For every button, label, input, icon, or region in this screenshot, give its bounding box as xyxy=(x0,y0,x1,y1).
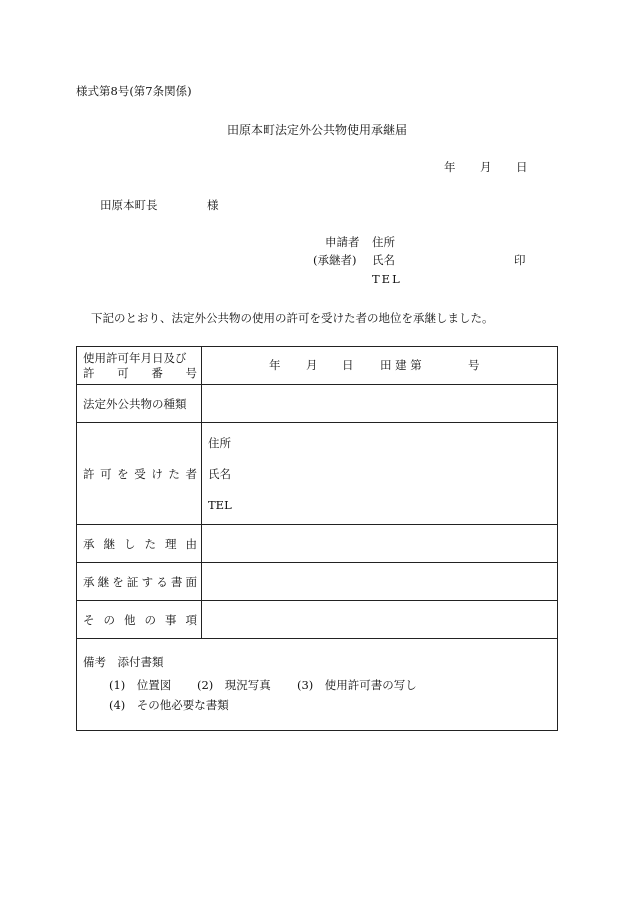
label-char: を xyxy=(112,574,124,589)
label-char: 理 xyxy=(165,536,177,551)
permit-number-suffix: 号 xyxy=(468,358,480,372)
label-char: の xyxy=(103,612,115,627)
applicant-label: 申請者 xyxy=(325,235,360,249)
application-table xyxy=(76,346,558,731)
notes-item-4: (4) その他必要な書類 xyxy=(109,698,229,712)
label-char: 面 xyxy=(185,574,197,589)
label-char: 証 xyxy=(126,574,139,589)
date-day: 日 xyxy=(516,160,528,174)
notes-item-2: (2) 現況写真 xyxy=(197,678,271,692)
date-month: 月 xyxy=(480,160,492,174)
permit-date-value-cell[interactable] xyxy=(202,347,558,385)
table-row xyxy=(77,601,558,639)
table-row xyxy=(77,525,558,563)
label-char: 由 xyxy=(185,536,197,551)
label-char: 許 xyxy=(83,466,95,481)
form-number: 様式第8号(第7条関係) xyxy=(76,84,192,98)
table-row xyxy=(77,639,558,731)
addressee-name: 田原本町長 xyxy=(100,198,158,212)
page-title: 田原本町法定外公共物使用承継届 xyxy=(227,123,408,137)
permit-year: 年 xyxy=(269,358,281,372)
label-char: 可 xyxy=(100,466,112,481)
statement-text: 下記のとおり、法定外公共物の使用の許可を受けた者の地位を承継しました。 xyxy=(91,311,494,325)
permit-number-label-line2 xyxy=(83,366,197,381)
label-char: す xyxy=(141,574,154,589)
label-char: 号 xyxy=(185,365,197,380)
label-char: け xyxy=(151,466,163,481)
permit-number-prefix: 田 建 第 xyxy=(380,358,422,372)
succession-reason-label xyxy=(83,536,197,552)
other-matters-value[interactable] xyxy=(202,601,558,639)
label-char: 可 xyxy=(117,365,129,380)
applicant-address-label: 住所 xyxy=(372,235,395,249)
date-year: 年 xyxy=(444,160,456,174)
applicant-name-label: 氏名 xyxy=(372,253,395,267)
succession-proof-label xyxy=(83,574,197,590)
holder-name-label: 氏名 xyxy=(208,467,231,481)
label-char: そ xyxy=(83,612,95,627)
addressee-honorific: 様 xyxy=(207,198,219,212)
label-char: 承 xyxy=(83,536,95,551)
label-char: る xyxy=(156,574,168,589)
permit-date-label-cell xyxy=(77,347,202,385)
notes-cell xyxy=(77,639,558,731)
label-char: 継 xyxy=(103,536,115,551)
label-char: 他 xyxy=(124,612,136,627)
label-char: 継 xyxy=(97,574,110,589)
public-property-type-label: 法定外公共物の種類 xyxy=(77,385,202,423)
succession-proof-value[interactable] xyxy=(202,563,558,601)
label-char: し xyxy=(124,536,136,551)
notes-heading: 備考 添付書類 xyxy=(83,655,164,669)
public-property-type-value[interactable] xyxy=(202,385,558,423)
label-char: 書 xyxy=(170,574,183,589)
notes-item-1: (1) 位置図 xyxy=(109,678,172,692)
permit-month: 月 xyxy=(306,358,318,372)
other-matters-label xyxy=(83,612,197,628)
label-char: た xyxy=(168,466,180,481)
seal-mark: 印 xyxy=(514,253,526,267)
other-matters-label-cell xyxy=(77,601,202,639)
label-char: の xyxy=(144,612,156,627)
table-row xyxy=(77,385,558,423)
permit-holder-label-cell xyxy=(77,423,202,525)
label-char: 項 xyxy=(185,612,197,627)
succession-reason-label-cell xyxy=(77,525,202,563)
label-char: 者 xyxy=(185,466,197,481)
label-char: を xyxy=(117,466,129,481)
table-row xyxy=(77,423,558,525)
permit-day: 日 xyxy=(342,358,354,372)
succession-reason-value[interactable] xyxy=(202,525,558,563)
permit-date-label-line1: 使用許可年月日及び xyxy=(83,350,187,365)
successor-label: (承継者) xyxy=(313,253,357,267)
label-char: 番 xyxy=(151,365,163,380)
table-row xyxy=(77,347,558,385)
succession-proof-label-cell xyxy=(77,563,202,601)
holder-address-label: 住所 xyxy=(208,436,231,450)
permit-holder-label xyxy=(83,466,197,482)
label-char: 事 xyxy=(165,612,177,627)
permit-holder-value-cell[interactable] xyxy=(202,423,558,525)
notes-item-3: (3) 使用許可書の写し xyxy=(297,678,417,692)
label-char: 承 xyxy=(83,574,95,589)
label-char: た xyxy=(144,536,156,551)
holder-tel-label: TEL xyxy=(208,498,232,512)
label-char: 受 xyxy=(134,466,146,481)
applicant-tel-label: TEL xyxy=(372,272,402,286)
label-char: 許 xyxy=(83,365,95,380)
table-row xyxy=(77,563,558,601)
